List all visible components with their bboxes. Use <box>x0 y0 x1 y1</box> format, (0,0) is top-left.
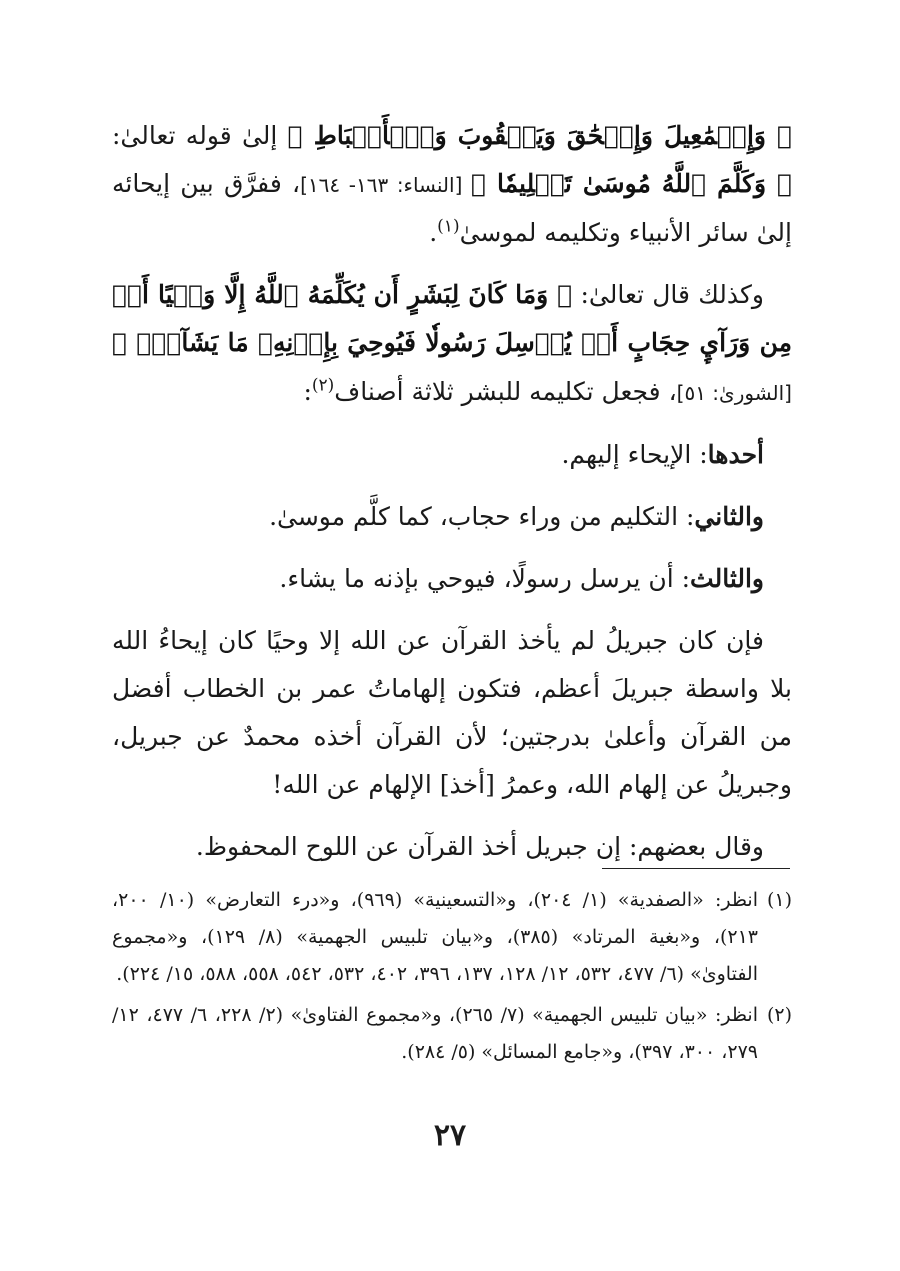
text-run: إلىٰ قوله تعالىٰ: <box>112 121 288 150</box>
paragraph-1 <box>112 112 792 257</box>
footnote-divider <box>602 868 790 869</box>
paragraph-4: وقال بعضهم: إن جبريل أخذ القرآن عن اللوح المحفوظ. <box>195 832 764 861</box>
paragraph-2 <box>112 271 792 417</box>
footnotes <box>112 882 792 1075</box>
list-item-text: : الإيحاء إليهم. <box>561 440 708 469</box>
list-item <box>112 555 792 603</box>
list-item <box>112 493 792 541</box>
footnote-reference[interactable]: (٢) <box>311 375 335 396</box>
text-run: وكذلك قال تعالىٰ: <box>572 280 764 309</box>
footnote <box>112 997 792 1071</box>
footnote-text: انظر: «بيان تلبيس الجهمية» (٧/ ٢٦٥)، و«مجموع الفتاوىٰ» (٢/ ٢٢٨، ٦/ ٤٧٧، ١٢/ ٢٧٩، ٣٠٠، ٣٩٧)، و«جامع المسائل» (٥/ ٢٨٤). <box>112 1004 758 1063</box>
main-text <box>112 112 792 885</box>
list-item-text: : أن يرسل رسولًا، فيوحي بإذنه ما يشاء. <box>279 564 691 593</box>
quran-verse: ﴿ وَإِسۡمَٰعِيلَ وَإِسۡحَٰقَ وَيَعۡقُوبَ وَٱلۡأَسۡبَاطِ ﴾ <box>287 121 792 150</box>
quran-verse: ﴿ وَمَا كَانَ لِبَشَرٍ أَن يُكَلِّمَهُ ٱللَّهُ إِلَّا وَحۡيًا أَوۡ مِن وَرَآيِٕ حِجَابٍ أَوۡ يُرۡسِلَ رَسُولٗا فَيُوحِيَ بِإِذۡنِهِۦ مَا يَشَآءُۚ ﴾ <box>112 280 792 357</box>
text-run: ، ففرَّق بين إيحائه إلىٰ سائر الأنبياء وتكليمه لموسىٰ <box>112 169 792 247</box>
verse-reference: [الشورىٰ: ٥١] <box>676 381 792 405</box>
quran-verse: ﴿ وَكَلَّمَ ٱللَّهُ مُوسَىٰ تَكۡلِيمٗا ﴾ <box>471 169 793 198</box>
list-item-lead: والثاني <box>694 502 764 531</box>
list-item-text: : التكليم من وراء حجاب، كما كلَّم موسىٰ. <box>269 502 695 531</box>
footnote-text: انظر: «الصفدية» (١/ ٢٠٤)، و«التسعينية» (٩٦٩)، و«درء التعارض» (١٠/ ٢٠٠، ٢١٣)، و«بغية المرتاد» (٣٨٥)، و«بيان تلبيس الجهمية» (٨/ ١٢٩)، و«مجموع الفتاوىٰ» (٦/ ٤٧٧، ٥٣٢، ١٢/ ١٢٨، ١٣٧، ٣٩٦، ٤٠٢، ٥٣٢، ٥٤٢، ٥٥٨، ٥٨٨، ١٥/ ٢٢٤). <box>112 889 758 985</box>
list-item <box>112 431 792 479</box>
footnote-number: (٢) <box>766 1004 792 1026</box>
list-item-lead: أحدها <box>707 440 764 469</box>
verse-reference: [النساء: ١٦٣- ١٦٤] <box>300 173 472 197</box>
footnote <box>112 882 792 993</box>
text-run: : <box>303 377 312 406</box>
text-run: . <box>429 218 438 247</box>
footnote-number: (١) <box>766 889 792 911</box>
list-item-lead: والثالث <box>690 564 764 593</box>
paragraph-3: فإن كان جبريلُ لم يأخذ القرآن عن الله إلا وحيًا كان إيحاءُ الله بلا واسطة جبريلَ أعظم، فتكون إلهاماتُ عمر بن الخطاب أفضل من القرآن وأعلىٰ بدرجتين؛ لأن القرآن أخذه محمدٌ عن جبريل، وجبريلُ عن إلهام الله، وعمرُ [أخذ] الإلهام عن الله! <box>112 626 792 799</box>
footnote-reference[interactable]: (١) <box>437 216 460 237</box>
text-run: ، فجعل تكليمه للبشر ثلاثة أصناف <box>334 377 677 406</box>
page-number: ٢٧ <box>433 1118 467 1153</box>
